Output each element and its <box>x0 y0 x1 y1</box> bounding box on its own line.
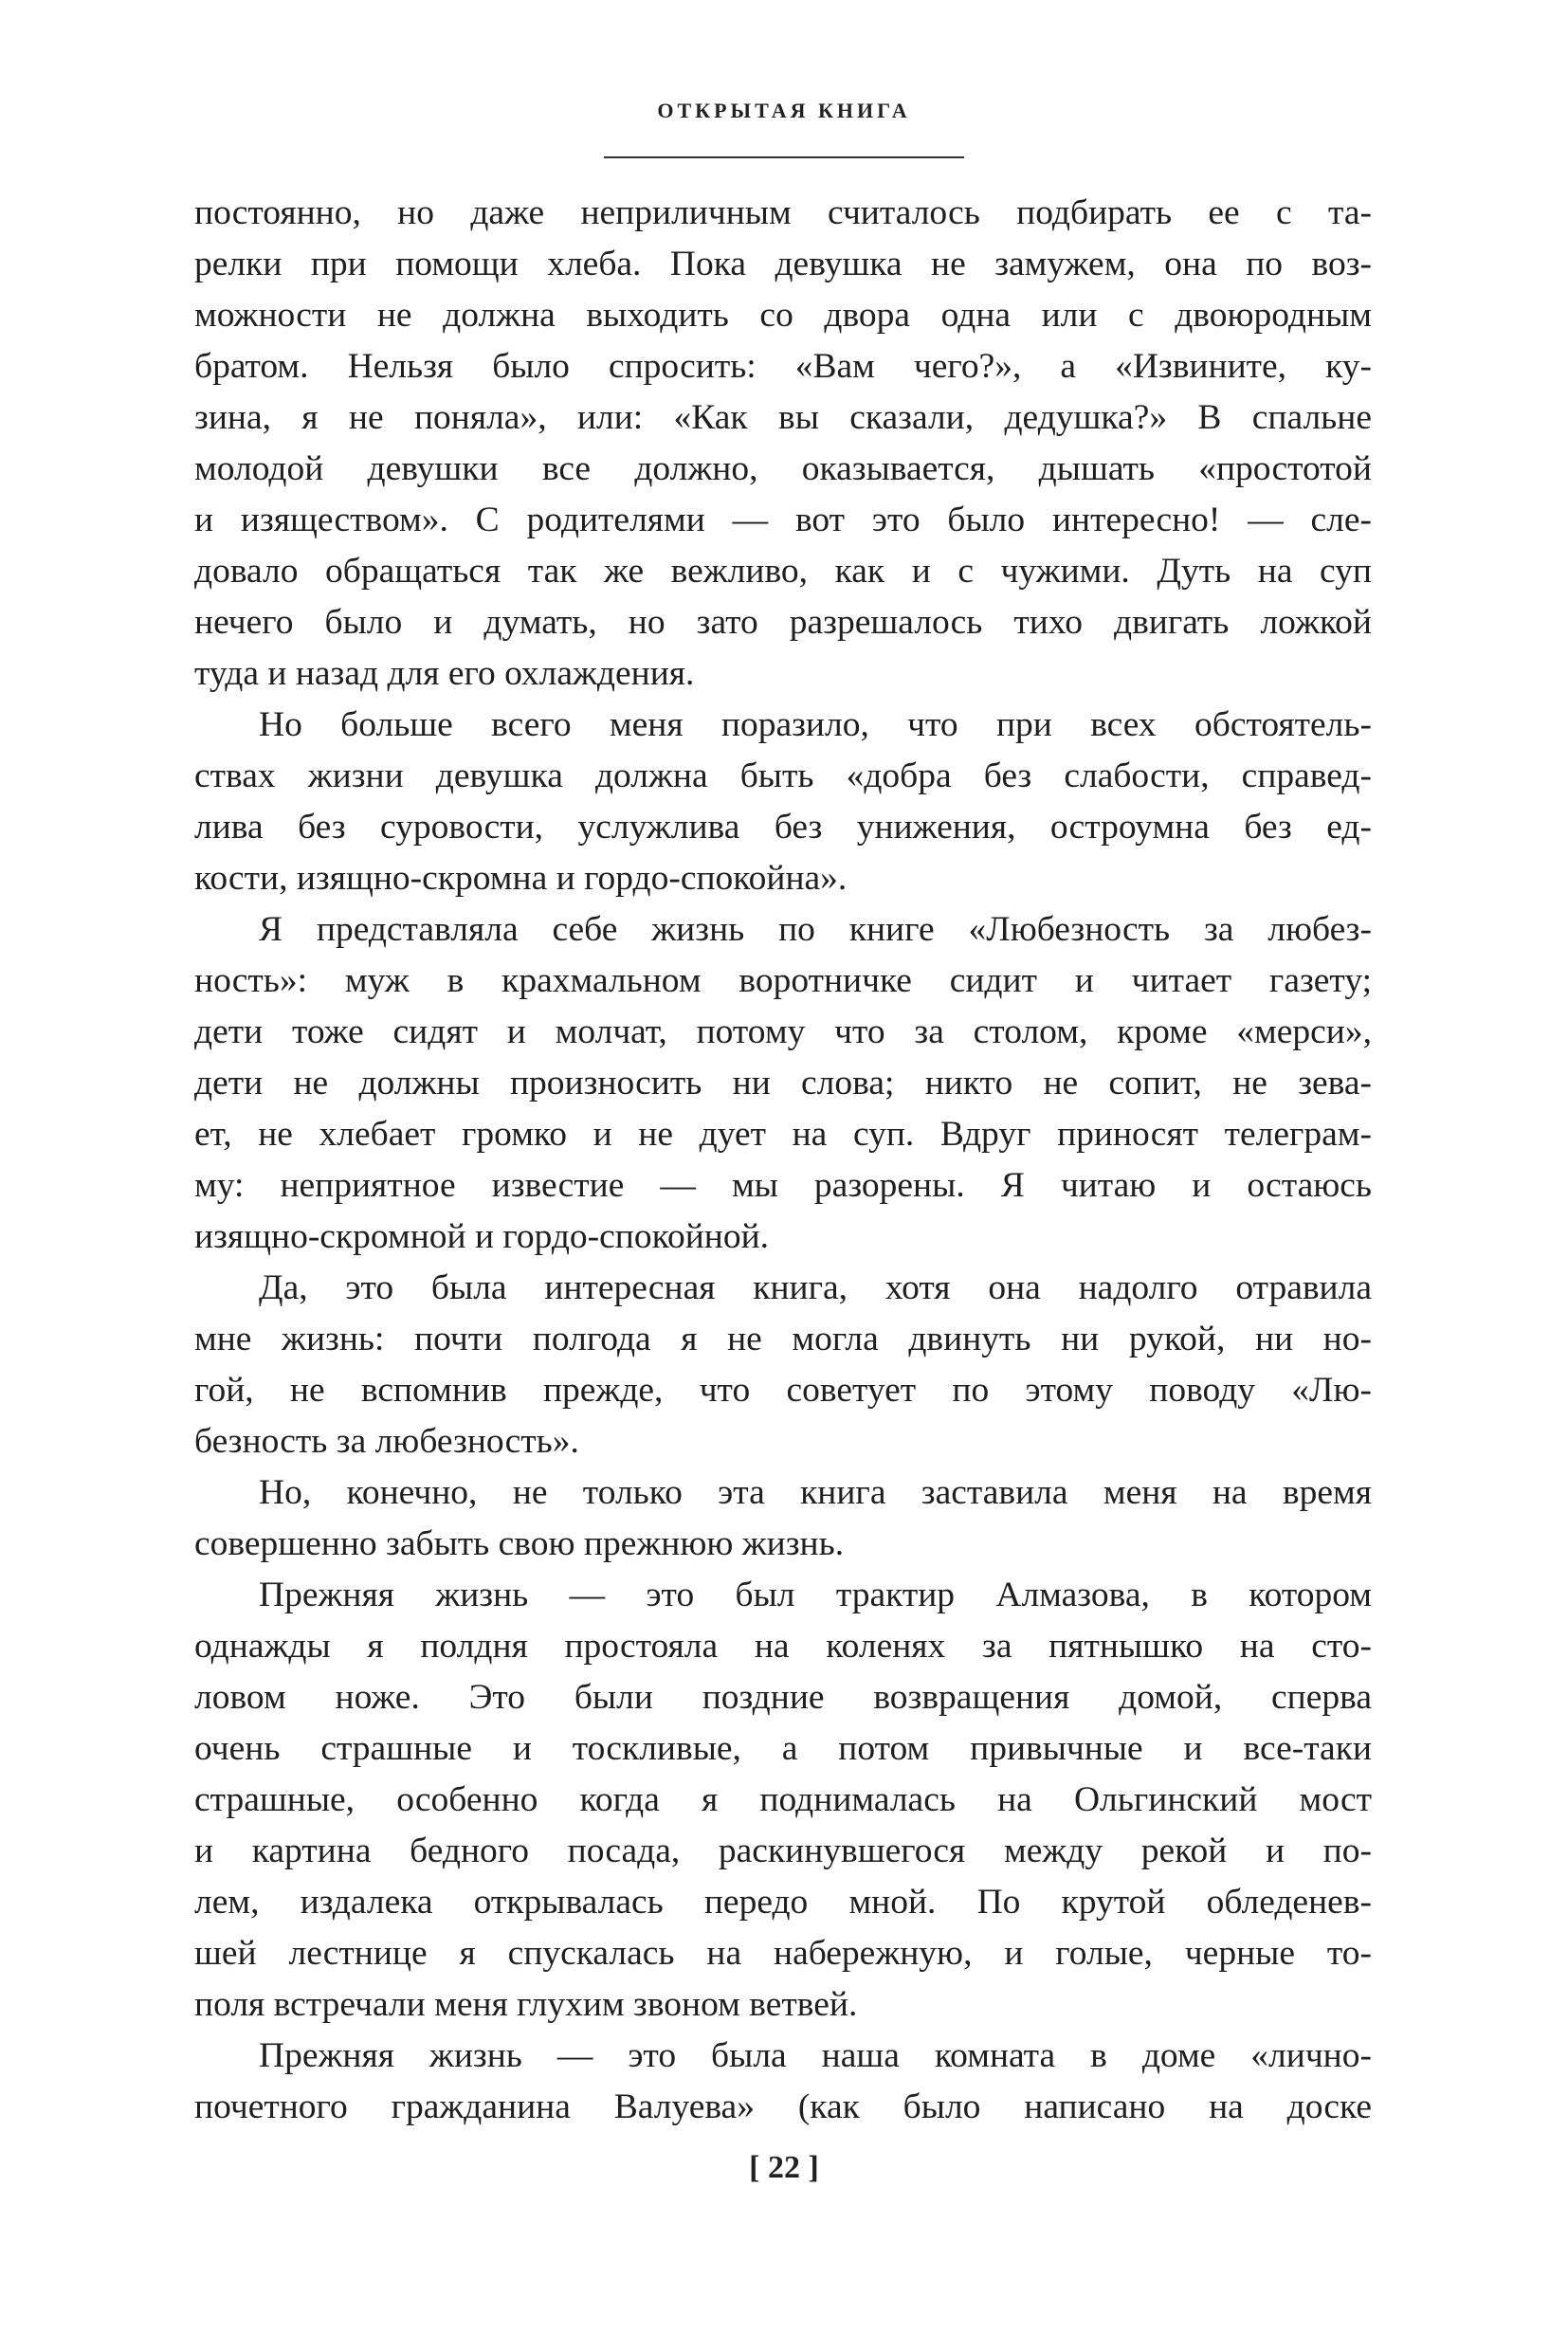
text-line: и изяществом». С родителями — вот это было интересно! — сле- <box>194 501 1372 539</box>
text-line: братом. Нельзя было спросить: «Вам чего?», а «Извините, ку- <box>194 347 1372 386</box>
text-line: дети тоже сидят и молчат, потому что за столом, кроме «мерси», <box>194 1012 1372 1051</box>
text-line: дети не должны произносить ни слова; никто не сопит, не зева- <box>194 1064 1372 1103</box>
text-line: туда и назад для его охлаждения. <box>194 654 695 693</box>
text-line: молодой девушки все должно, оказывается, дышать «простотой <box>194 449 1372 488</box>
text-line: Прежняя жизнь — это была наша комната в доме «лично- <box>259 2036 1372 2075</box>
text-line: му: неприятное известие — мы разорены. Я читаю и остаюсь <box>194 1166 1372 1205</box>
text-line: ствах жизни девушка должна быть «добра без слабости, справед- <box>194 756 1372 795</box>
text-line: Но, конечно, не только эта книга заставила меня на время <box>259 1473 1372 1512</box>
text-line: Прежняя жизнь — это был трактир Алмазова, в котором <box>259 1576 1372 1614</box>
text-line: лем, издалека открывалась передо мной. По крутой обледенев- <box>194 1883 1372 1922</box>
text-line: безность за любезность». <box>194 1422 579 1461</box>
text-line: шей лестнице я спускалась на набережную, и голые, черные то- <box>194 1934 1372 1973</box>
text-line: гой, не вспомнив прежде, что советует по этому поводу «Лю- <box>194 1371 1372 1410</box>
page-number: [ 22 ] <box>749 2150 819 2185</box>
text-line: постоянно, но даже неприличным считалось подбирать ее с та- <box>194 193 1372 232</box>
text-line: почетного гражданина Валуева» (как было написано на доске <box>194 2087 1372 2126</box>
text-line: изящно-скромной и гордо-спокойной. <box>194 1217 770 1256</box>
body-text <box>194 188 1372 2133</box>
running-title: ОТКРЫТАЯ КНИГА <box>657 99 911 122</box>
text-line: ность»: муж в крахмальном воротничке сидит и читает газету; <box>194 961 1372 1000</box>
text-line: ет, не хлебает громко и не дует на суп. Вдруг приносят телеграм- <box>194 1115 1372 1154</box>
text-line: кости, изящно-скромна и гордо-спокойна». <box>194 859 848 898</box>
text-line: нечего было и думать, но зато разрешалось тихо двигать ложкой <box>194 603 1372 642</box>
text-line: довало обращаться так же вежливо, как и с чужими. Дуть на суп <box>194 552 1372 591</box>
text-line: Да, это была интересная книга, хотя она надолго отравила <box>259 1268 1372 1307</box>
text-line: лива без суровости, услужлива без унижения, остроумна без ед- <box>194 808 1372 847</box>
text-line: однажды я полдня простояла на коленях за пятнышко на сто- <box>194 1627 1372 1666</box>
header-rule <box>604 156 964 158</box>
text-line: и картина бедного посада, раскинувшегося между рекой и по- <box>194 1832 1372 1870</box>
text-line: Но больше всего меня поразило, что при всех обстоятель- <box>259 705 1372 744</box>
text-line: страшные, особенно когда я поднималась на Ольгинский мост <box>194 1780 1372 1819</box>
text-line: совершенно забыть свою прежнюю жизнь. <box>194 1524 845 1563</box>
text-line: зина, я не поняла», или: «Как вы сказали, дедушка?» В спальне <box>194 398 1372 437</box>
text-line: ловом ноже. Это были поздние возвращения домой, сперва <box>194 1678 1372 1717</box>
text-line: поля встречали меня глухим звоном ветвей. <box>194 1985 858 2024</box>
text-line: мне жизнь: почти полгода я не могла двинуть ни рукой, ни но- <box>194 1320 1372 1358</box>
text-line: очень страшные и тоскливые, а потом привычные и все-таки <box>194 1729 1372 1768</box>
text-line: релки при помощи хлеба. Пока девушка не замужем, она по воз- <box>194 245 1372 283</box>
text-line: можности не должна выходить со двора одна или с двоюродным <box>194 296 1372 335</box>
text-line: Я представляла себе жизнь по книге «Любезность за любез- <box>259 910 1372 949</box>
